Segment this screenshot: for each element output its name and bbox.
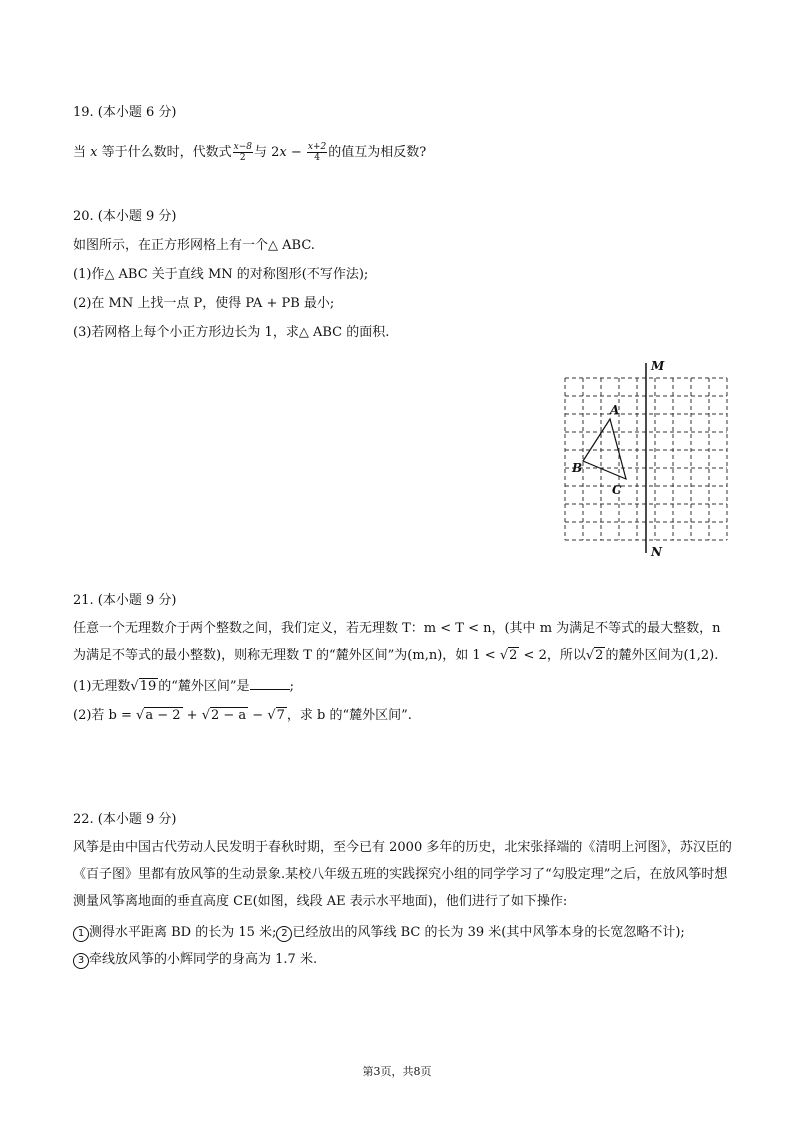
page-footer: 第3页，共8页 xyxy=(362,1065,432,1078)
q21-sub-1-text: (1)无理数 xyxy=(73,679,131,694)
sqrt-2: √2 xyxy=(585,648,604,663)
q19-var-x: x xyxy=(279,145,287,160)
q21-sub-1-text: ; xyxy=(289,679,294,694)
sqrt-2-minus-a: √2 − a xyxy=(201,708,247,723)
q19-header: 19. (本小题 6 分) xyxy=(73,105,177,120)
q19-fraction-2 xyxy=(307,142,327,163)
answer-blank[interactable] xyxy=(250,676,290,690)
sqrt-7: √7 xyxy=(267,708,285,723)
q21-sub-1-text: 的“麓外区间”是 xyxy=(158,679,250,694)
q20-line-1: 如图所示，在正方形网格上有一个△ ABC. xyxy=(73,238,315,253)
sqrt-2-radicand: 2 xyxy=(509,648,518,663)
sqrt-2-radicand: 2 xyxy=(595,648,604,663)
sqrt-19-radicand: 19 xyxy=(139,679,157,694)
q21-sub-2 xyxy=(73,706,734,726)
q19-text-part: 的值互为相反数? xyxy=(328,145,427,160)
triangle-abc xyxy=(583,419,626,479)
q19-fraction-1 xyxy=(233,142,253,163)
q21-sub-2-text: + xyxy=(182,708,202,723)
sqrt-19: √19 xyxy=(130,679,157,694)
q19-text xyxy=(73,142,734,163)
q21-sub-2-text: − xyxy=(248,708,268,723)
question-21 xyxy=(73,591,734,726)
q22-item-3: 牵线放风筝的小辉同学的身高为 1.7 米. xyxy=(89,952,318,967)
question-20 xyxy=(73,207,734,343)
q21-sub-2-text: ，求 b 的“麓外区间”. xyxy=(286,708,412,723)
q21-paragraph-text: 的麓外区间为(1,2). xyxy=(605,648,719,663)
circled-number-2: 2 xyxy=(276,926,292,942)
q19-text-part: 与 2 xyxy=(253,145,280,160)
sqrt-radicand: a − 2 xyxy=(145,708,181,723)
circled-number-3: 3 xyxy=(73,953,89,969)
sqrt-radicand: 7 xyxy=(276,708,285,723)
label-c: C xyxy=(612,483,622,497)
sqrt-2: √2 xyxy=(499,648,518,663)
q19-fraction-2-num: x+2 xyxy=(307,142,327,152)
label-n: N xyxy=(651,545,662,559)
q22-paragraph: 风筝是由中国古代劳动人民发明于春秋时期，至今已有 2000 多年的历史，北宋张择端的《清明上河图》，苏汉臣的《百子图》里都有放风筝的生动景象.某校八年级五班的实践探究小组的同学学习了“勾股定理”之后，在放风筝时想测量风筝离地面的垂直高度 CE(如图，线段 AE 表示水平地面)，他们进行了如下操作: xyxy=(73,840,732,909)
q20-grid-figure xyxy=(555,355,735,560)
q22-item-2: 已经放出的风筝线 BC 的长为 39 米(其中风筝本身的长宽忽略不计); xyxy=(292,925,685,940)
q19-text-part: 等于什么数时，代数式 xyxy=(97,145,232,160)
q21-paragraph xyxy=(73,615,734,669)
q21-header: 21. (本小题 9 分) xyxy=(73,593,177,608)
q21-paragraph-text: < 2，所以 xyxy=(519,648,586,663)
q19-text-part: 当 xyxy=(73,145,91,160)
q20-line-4: (3)若网格上每个小正方形边长为 1，求△ ABC 的面积. xyxy=(73,325,390,340)
q21-sub-2-text: (2)若 b = xyxy=(73,708,137,723)
question-19 xyxy=(73,103,734,163)
q20-line-2: (1)作△ ABC 关于直线 MN 的对称图形(不写作法); xyxy=(73,267,369,282)
label-m: M xyxy=(651,359,665,373)
q22-header: 22. (本小题 9 分) xyxy=(73,812,177,827)
q22-item-1: 测得水平距离 BD 的长为 15 米; xyxy=(89,925,277,940)
question-22 xyxy=(73,810,734,973)
sqrt-radicand: 2 − a xyxy=(210,708,247,723)
label-b: B xyxy=(572,461,583,475)
q19-fraction-1-num: x−8 xyxy=(233,142,252,152)
q21-paragraph-text: 任意一个无理数介于两个整数之间，我们定义，若无理数 T：m < T < n，(其中 m 为满足不等式的最大整数，n 为满足不等式的最小整数)，则称无理数 T 的“麓外区间”为(m,n)，如 1 < xyxy=(73,621,721,663)
label-a: A xyxy=(610,403,620,417)
q20-header: 20. (本小题 9 分) xyxy=(73,209,177,224)
q20-line-3: (2)在 MN 上找一点 P，使得 PA + PB 最小; xyxy=(73,296,335,311)
circled-number-1: 1 xyxy=(73,926,89,942)
q19-text-part: − xyxy=(286,145,306,160)
q22-items-line xyxy=(73,919,734,946)
q19-var-x: x xyxy=(90,145,98,160)
q19-fraction-2-den: 4 xyxy=(314,153,320,163)
sqrt-a-minus-2: √a − 2 xyxy=(136,708,181,723)
q22-item-3-line xyxy=(73,946,734,973)
q21-sub-1 xyxy=(73,676,734,697)
q19-fraction-1-den: 2 xyxy=(239,153,246,163)
